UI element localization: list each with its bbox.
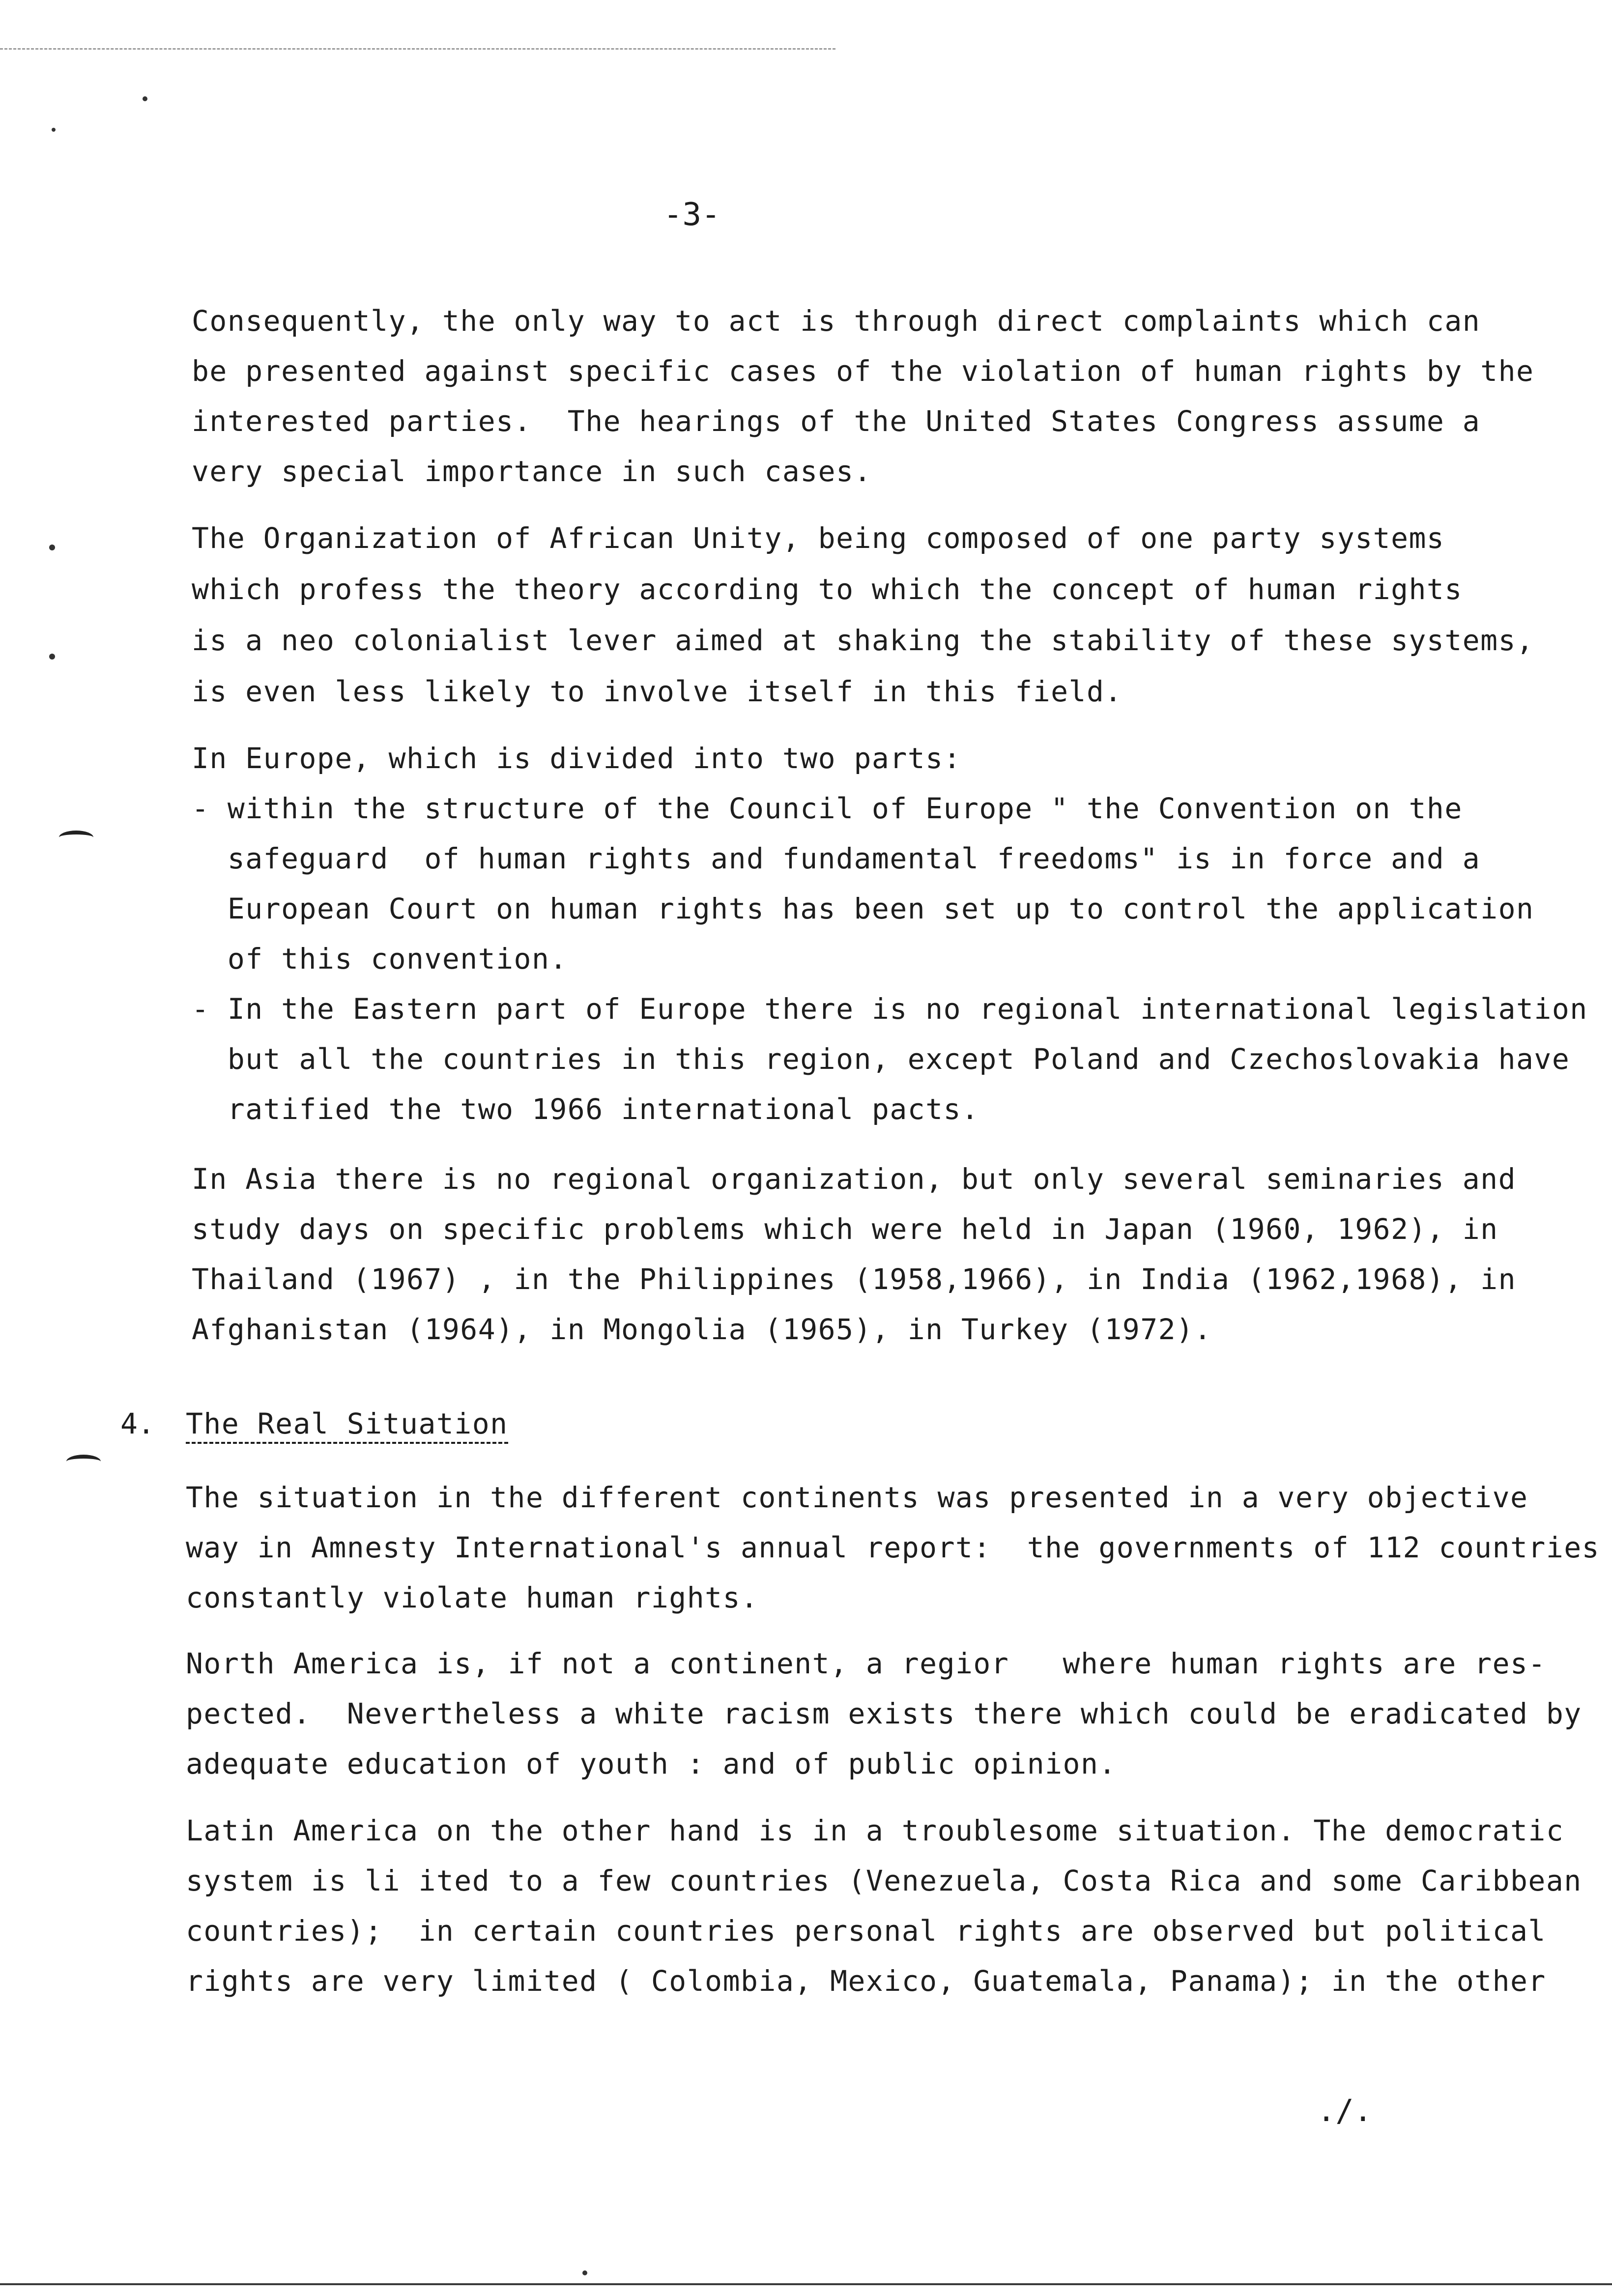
margin-hook-mark: [66, 1455, 101, 1468]
page-number: -3-: [663, 197, 720, 233]
body-text-line: very special importance in such cases.: [192, 455, 872, 488]
body-text-line: In Asia there is no regional organization, but only several seminaries and: [192, 1162, 1517, 1196]
body-text-line: pected. Nevertheless a white racism exists there which could be eradicated by: [186, 1697, 1582, 1730]
body-text-line: Afghanistan (1964), in Mongolia (1965), in Turkey (1972).: [192, 1313, 1212, 1346]
margin-hook-mark: [59, 831, 93, 844]
list-item-line: of this convention.: [192, 942, 568, 976]
body-text-line: is even less likely to involve itself in this field.: [192, 675, 1123, 708]
list-item-line: European Court on human rights has been set up to control the application: [192, 892, 1534, 925]
body-text-line: constantly violate human rights.: [186, 1581, 759, 1614]
list-item-line: - within the structure of the Council of Europe " the Convention on the: [192, 792, 1463, 825]
body-text-line: rights are very limited ( Colombia, Mexico, Guatemala, Panama); in the other: [186, 1964, 1546, 1998]
margin-dot: [49, 545, 55, 550]
list-item-line: ratified the two 1966 international pacts.: [192, 1092, 979, 1126]
margin-dot: [49, 654, 55, 660]
body-text-line: be presented against specific cases of the violation of human rights by the: [192, 354, 1534, 388]
body-text-line: In Europe, which is divided into two parts:: [192, 742, 962, 775]
body-text-line: adequate education of youth : and of public opinion.: [186, 1747, 1117, 1780]
body-text-line: which profess the theory according to which the concept of human rights: [192, 573, 1463, 606]
list-item-line: - In the Eastern part of Europe there is no regional international legislation: [192, 992, 1588, 1026]
body-text-line: countries); in certain countries personal rights are observed but political: [186, 1914, 1546, 1948]
scan-speck: [582, 2270, 587, 2275]
list-item-line: but all the countries in this region, except Poland and Czechoslovakia have: [192, 1042, 1570, 1076]
body-text-line: system is li ited to a few countries (Venezuela, Costa Rica and some Caribbean: [186, 1864, 1582, 1897]
body-text-line: Consequently, the only way to act is through direct complaints which can: [192, 304, 1481, 338]
scan-speck: [143, 96, 147, 101]
body-text-line: is a neo colonialist lever aimed at shaking the stability of these systems,: [192, 624, 1534, 657]
list-item-line: safeguard of human rights and fundamental freedoms" is in force and a: [192, 842, 1481, 875]
body-text-line: study days on specific problems which were held in Japan (1960, 1962), in: [192, 1212, 1498, 1246]
body-text-line: interested parties. The hearings of the United States Congress assume a: [192, 404, 1481, 438]
continuation-mark: ./.: [1317, 2093, 1372, 2128]
body-text-line: The situation in the different continents was presented in a very objective: [186, 1481, 1528, 1514]
body-text-line: Thailand (1967) , in the Philippines (1958,1966), in India (1962,1968), in: [192, 1263, 1517, 1296]
section-heading: The Real Situation: [186, 1406, 508, 1444]
body-text-line: North America is, if not a continent, a regior where human rights are res-: [186, 1647, 1546, 1680]
bottom-scan-edge: [0, 2283, 1612, 2285]
body-text-line: The Organization of African Unity, being composed of one party systems: [192, 521, 1445, 555]
body-text-line: way in Amnesty International's annual report: the governments of 112 countries: [186, 1531, 1600, 1564]
top-scan-edge: [0, 48, 835, 50]
section-number: 4.: [120, 1407, 155, 1440]
scan-speck: [52, 128, 56, 132]
body-text-line: Latin America on the other hand is in a troublesome situation. The democratic: [186, 1814, 1564, 1847]
